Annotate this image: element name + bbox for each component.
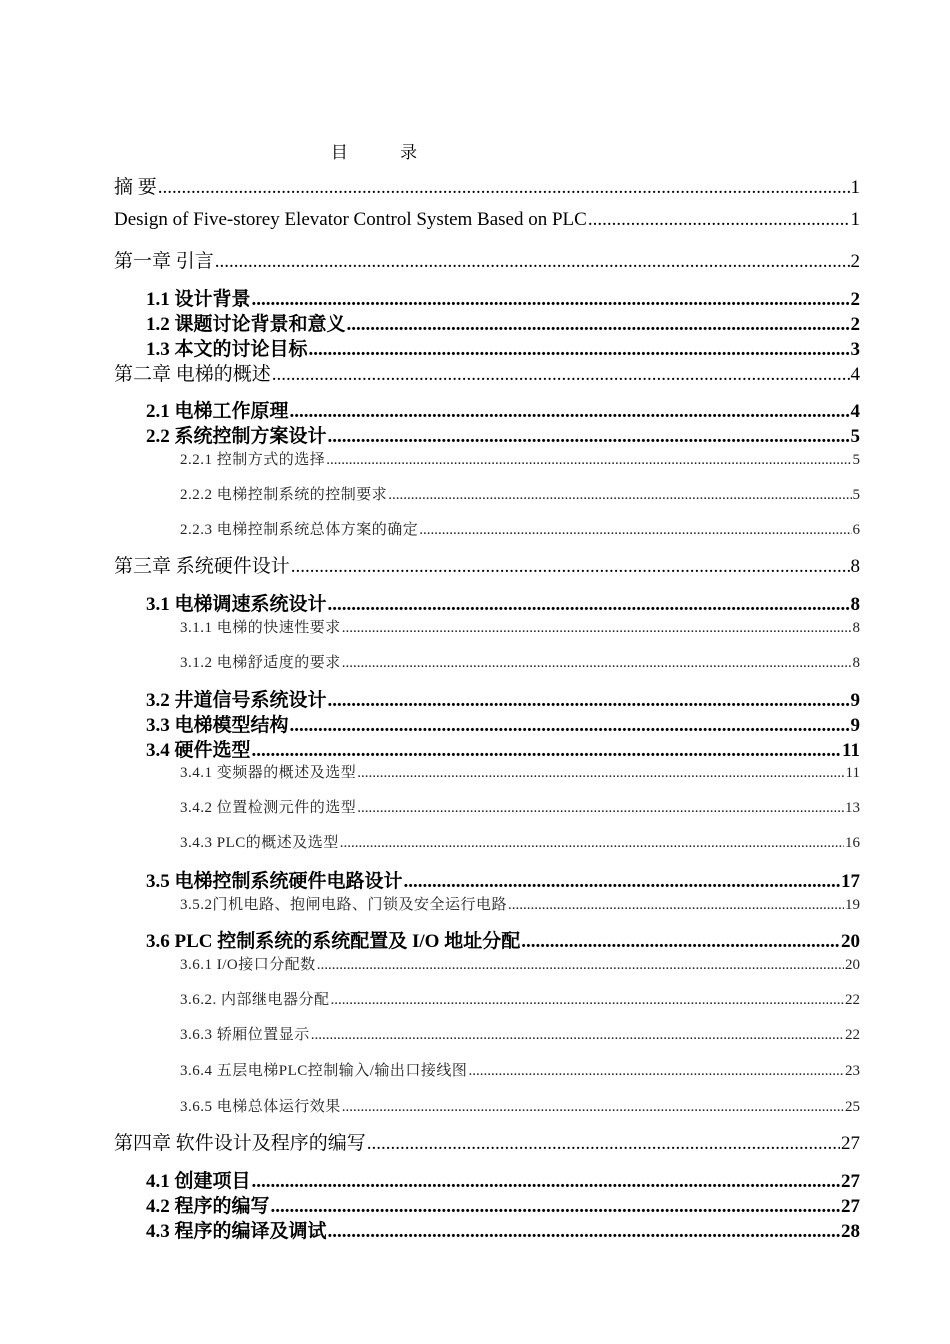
toc-entry-3-4-2[interactable] xyxy=(180,796,860,817)
toc-page-number: 5 xyxy=(852,487,860,503)
toc-leader-dots xyxy=(271,1196,840,1218)
toc-entry-text: 4.1 创建项目 xyxy=(146,1171,251,1192)
toc-entry-text: 3.5 电梯控制系统硬件电路设计 xyxy=(146,871,403,892)
toc-leader-dots xyxy=(252,289,850,311)
toc-entry-2-2[interactable] xyxy=(146,421,860,448)
toc-entry-4-2[interactable] xyxy=(146,1191,860,1218)
toc-page-number: 11 xyxy=(842,740,860,761)
toc-entry-text: 第三章 系统硬件设计 xyxy=(114,556,290,577)
toc-leader-dots xyxy=(328,426,850,448)
toc-leader-dots xyxy=(252,1171,840,1193)
toc-leader-dots xyxy=(342,620,852,637)
toc-entry-3-6-1[interactable] xyxy=(180,953,860,974)
toc-page-number: 6 xyxy=(852,522,860,538)
toc-entry-text: Design of Five-storey Elevator Control System Based on PLC xyxy=(114,209,587,230)
toc-entry-4-1[interactable] xyxy=(146,1166,860,1193)
toc-entry-2-2-3[interactable] xyxy=(180,518,860,539)
toc-entry-text: 3.6.2. 内部继电器分配 xyxy=(180,992,330,1008)
toc-entry-3-4-1[interactable] xyxy=(180,761,860,782)
toc-leader-dots xyxy=(290,401,850,423)
toc-entry-3-4[interactable] xyxy=(146,735,860,762)
toc-entry-3-1-1[interactable] xyxy=(180,616,860,637)
toc-leader-dots xyxy=(357,765,844,782)
toc-page-number: 1 xyxy=(850,177,860,198)
toc-page-number: 27 xyxy=(841,1171,860,1192)
toc-leader-dots xyxy=(521,931,840,953)
toc-entry-1-3[interactable] xyxy=(146,334,860,361)
toc-entry-text: 3.4 硬件选型 xyxy=(146,740,251,761)
toc-entry-2-2-1[interactable] xyxy=(180,448,860,469)
toc-leader-dots xyxy=(158,177,850,199)
toc-leader-dots xyxy=(357,800,844,817)
toc-entry-text: 1.2 课题讨论背景和意义 xyxy=(146,314,346,335)
toc-entry-text: 第一章 引言 xyxy=(114,251,214,272)
toc-leader-dots xyxy=(252,740,842,762)
toc-entry-text: 3.1 电梯调速系统设计 xyxy=(146,594,327,615)
toc-page-number: 27 xyxy=(841,1196,860,1217)
toc-entry-text: 3.1.1 电梯的快速性要求 xyxy=(180,620,341,636)
toc-leader-dots xyxy=(367,1133,840,1155)
toc-entry-1-2[interactable] xyxy=(146,309,860,336)
toc-entry-3-6-3[interactable] xyxy=(180,1023,860,1044)
toc-leader-dots xyxy=(272,364,850,386)
toc-leader-dots xyxy=(328,1221,840,1243)
toc-page-number: 19 xyxy=(845,897,860,913)
toc-entry-text: 3.2 井道信号系统设计 xyxy=(146,690,327,711)
toc-entry-text: 3.4.1 变频器的概述及选型 xyxy=(180,765,357,781)
toc-entry-text: 4.3 程序的编译及调试 xyxy=(146,1221,327,1242)
toc-leader-dots xyxy=(468,1063,844,1080)
toc-title: 目 录 xyxy=(330,143,442,162)
toc-page-number: 8 xyxy=(852,655,860,671)
toc-entry-text: 2.2.3 电梯控制系统总体方案的确定 xyxy=(180,522,419,538)
toc-entry-3-6-4[interactable] xyxy=(180,1059,860,1080)
toc-entry-text: 3.5.2门机电路、抱闸电路、门锁及安全运行电路 xyxy=(180,897,508,913)
toc-entry-3-6[interactable] xyxy=(146,926,860,953)
toc-leader-dots xyxy=(347,314,850,336)
toc-entry-text: 1.1 设计背景 xyxy=(146,289,251,310)
toc-page-number: 8 xyxy=(850,594,860,615)
toc-entry-3-1[interactable] xyxy=(146,589,860,616)
toc-leader-dots xyxy=(328,690,850,712)
toc-leader-dots xyxy=(290,715,850,737)
toc-entry-text: 摘 要 xyxy=(114,177,157,198)
toc-page-number: 2 xyxy=(850,289,860,310)
toc-entry-2-1[interactable] xyxy=(146,396,860,423)
toc-entry-text: 3.6.1 I/O接口分配数 xyxy=(180,957,316,973)
toc-entry-text: 3.1.2 电梯舒适度的要求 xyxy=(180,655,341,671)
toc-entry-text: 3.6.5 电梯总体运行效果 xyxy=(180,1099,341,1115)
toc-entry-text: 2.2.1 控制方式的选择 xyxy=(180,452,326,468)
toc-leader-dots xyxy=(508,897,844,914)
toc-leader-dots xyxy=(317,957,844,974)
toc-page-number: 5 xyxy=(850,426,860,447)
toc-page-number: 28 xyxy=(841,1221,860,1242)
toc-entry-text: 3.6.4 五层电梯PLC控制输入/输出口接线图 xyxy=(180,1063,468,1079)
toc-entry-4-3[interactable] xyxy=(146,1216,860,1243)
toc-page-number: 1 xyxy=(850,209,860,230)
toc-leader-dots xyxy=(309,339,850,361)
toc-page-number: 23 xyxy=(845,1063,860,1079)
toc-page-number: 22 xyxy=(845,1027,860,1043)
toc-page-number: 11 xyxy=(845,765,860,781)
toc-leader-dots xyxy=(328,594,850,616)
toc-entry-text: 4.2 程序的编写 xyxy=(146,1196,270,1217)
toc-page-number: 25 xyxy=(845,1099,860,1115)
toc-entry-3-6-5[interactable] xyxy=(180,1095,860,1116)
toc-page-number: 17 xyxy=(841,871,860,892)
toc-entry-3-5[interactable] xyxy=(146,866,860,893)
toc-entry-3-1-2[interactable] xyxy=(180,651,860,672)
toc-entry-text: 第四章 软件设计及程序的编写 xyxy=(114,1133,366,1154)
toc-entry-chapter-3[interactable] xyxy=(114,551,860,578)
toc-page-number: 27 xyxy=(841,1133,860,1154)
toc-page-number: 8 xyxy=(852,620,860,636)
toc-entry-abstract[interactable] xyxy=(114,172,860,199)
toc-page-number: 2 xyxy=(850,314,860,335)
toc-entry-text: 2.1 电梯工作原理 xyxy=(146,401,289,422)
toc-entry-text: 2.2.2 电梯控制系统的控制要求 xyxy=(180,487,388,503)
toc-page-number: 8 xyxy=(850,556,860,577)
toc-entry-text: 3.6.3 轿厢位置显示 xyxy=(180,1027,310,1043)
toc-entry-3-6-2[interactable] xyxy=(180,988,860,1009)
toc-entry-text: 1.3 本文的讨论目标 xyxy=(146,339,308,360)
toc-page-number: 5 xyxy=(852,452,860,468)
toc-page-number: 16 xyxy=(845,835,860,851)
toc-page-number: 22 xyxy=(845,992,860,1008)
toc-entry-1-1[interactable] xyxy=(146,284,860,311)
toc-page-number: 2 xyxy=(850,251,860,272)
toc-entry-3-3[interactable] xyxy=(146,710,860,737)
toc-page-number: 20 xyxy=(841,931,860,952)
toc-leader-dots xyxy=(331,992,844,1009)
toc-entry-chapter-2[interactable] xyxy=(114,359,860,386)
toc-entry-text: 第二章 电梯的概述 xyxy=(114,364,271,385)
toc-page-number: 3 xyxy=(850,339,860,360)
toc-entry-2-2-2[interactable] xyxy=(180,483,860,504)
toc-page-number: 9 xyxy=(850,715,860,736)
toc-leader-dots xyxy=(588,209,850,231)
toc-leader-dots xyxy=(342,655,852,672)
toc-entry-text: 3.3 电梯模型结构 xyxy=(146,715,289,736)
toc-entry-text: 3.4.3 PLC的概述及选型 xyxy=(180,835,339,851)
toc-page-number: 4 xyxy=(850,401,860,422)
toc-leader-dots xyxy=(326,452,851,469)
toc-entry-3-2[interactable] xyxy=(146,685,860,712)
toc-leader-dots xyxy=(291,556,850,578)
toc-entry-chapter-1[interactable] xyxy=(114,246,860,273)
toc-entry-english-title[interactable] xyxy=(114,209,860,231)
toc-leader-dots xyxy=(404,871,840,893)
toc-entry-3-5-2[interactable] xyxy=(180,893,860,914)
toc-entry-3-4-3[interactable] xyxy=(180,831,860,852)
toc-leader-dots xyxy=(342,1099,844,1116)
toc-leader-dots xyxy=(311,1027,844,1044)
toc-entry-text: 3.4.2 位置检测元件的选型 xyxy=(180,800,357,816)
toc-page-number: 20 xyxy=(845,957,860,973)
toc-leader-dots xyxy=(340,835,844,852)
toc-entry-text: 3.6 PLC 控制系统的系统配置及 I/O 地址分配 xyxy=(146,931,521,952)
toc-leader-dots xyxy=(419,522,851,539)
toc-entry-text: 2.2 系统控制方案设计 xyxy=(146,426,327,447)
toc-page-number: 9 xyxy=(850,690,860,711)
toc-page-number: 13 xyxy=(845,800,860,816)
toc-page-number: 4 xyxy=(850,364,860,385)
toc-entry-chapter-4[interactable] xyxy=(114,1128,860,1155)
toc-leader-dots xyxy=(388,487,851,504)
toc-leader-dots xyxy=(215,251,850,273)
